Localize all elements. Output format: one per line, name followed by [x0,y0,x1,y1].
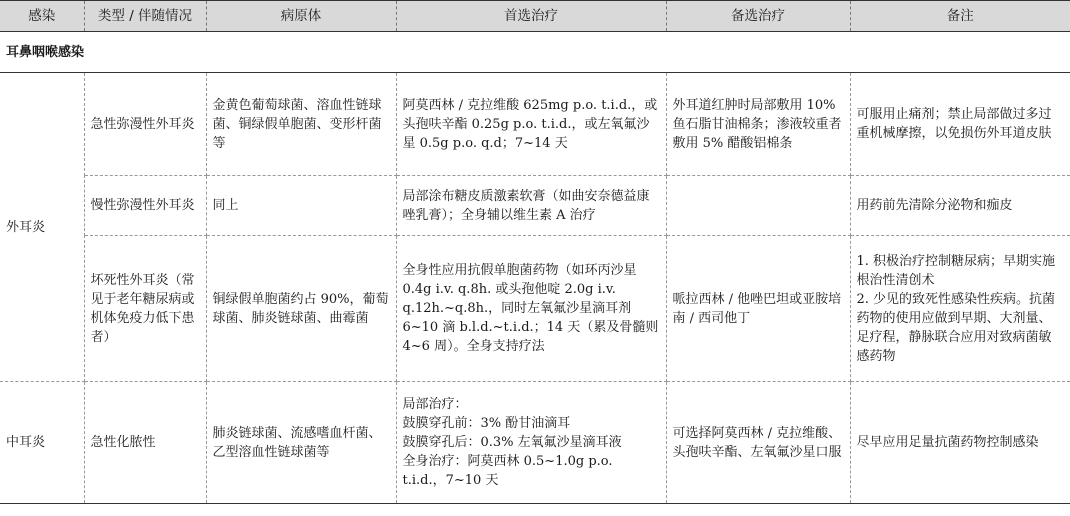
notes-cell: 尽早应用足量抗菌药物控制感染 [850,382,1070,504]
header-notes: 备注 [850,1,1070,32]
notes-cell: 用药前先清除分泌物和痂皮 [850,176,1070,236]
header-alternative: 备选治疗 [666,1,850,32]
type-cell: 慢性弥漫性外耳炎 [84,176,206,236]
header-row [0,1,1070,32]
header-first-choice: 首选治疗 [396,1,666,32]
header-type: 类型 / 伴随情况 [84,1,206,32]
first-choice-cell: 阿莫西林 / 克拉维酸 625mg p.o. t.i.d.，或头孢呋辛酯 0.25g p.o. t.i.d.，或左氧氟沙星 0.5g p.o. q.d；7~14 天 [396,73,666,176]
first-choice-cell: 全身性应用抗假单胞菌药物（如环丙沙星 0.4g i.v. q.8h. 或头孢他啶 2.0g i.v. q.12h.~q.8h.，同时左氧氟沙星滴耳剂 6~10 滴 b.l.d.~t.i.d.；14 天（累及骨髓则 4~6 周）。全身支持疗法 [396,236,666,382]
pathogen-cell: 铜绿假单胞菌约占 90%，葡萄球菌、肺炎链球菌、曲霉菌 [206,236,396,382]
header-infection: 感染 [0,1,84,32]
alternative-cell: 外耳道红肿时局部敷用 10% 鱼石脂甘油棉条；渗液较重者敷用 5% 醋酸铝棉条 [666,73,850,176]
first-choice-cell: 局部治疗： 鼓膜穿孔前：3% 酚甘油滴耳 鼓膜穿孔后：0.3% 左氧氟沙星滴耳液 全身治疗：阿莫西林 0.5~1.0g p.o. t.i.d.，7~10 天 [396,382,666,504]
header-pathogen: 病原体 [206,1,396,32]
infection-cell: 中耳炎 [0,382,84,504]
alternative-cell: 哌拉西林 / 他唑巴坦或亚胺培南 / 西司他丁 [666,236,850,382]
alternative-cell: 可选择阿莫西林 / 克拉维酸、头孢呋辛酯、左氧氟沙星口服 [666,382,850,504]
pathogen-cell: 金黄色葡萄球菌、溶血性链球菌、铜绿假单胞菌、变形杆菌等 [206,73,396,176]
section-row [0,32,1070,73]
table-row [0,73,1070,176]
infection-cell: 外耳炎 [0,73,84,382]
first-choice-cell: 局部涂布糖皮质激素软膏（如曲安奈德益康唑乳膏）；全身辅以维生素 A 治疗 [396,176,666,236]
type-cell: 急性化脓性 [84,382,206,504]
pathogen-cell: 肺炎链球菌、流感嗜血杆菌、乙型溶血性链球菌等 [206,382,396,504]
section-title: 耳鼻咽喉感染 [0,32,1070,73]
pathogen-cell: 同上 [206,176,396,236]
notes-cell: 1. 积极治疗控制糖尿病；早期实施根治性清创术 2. 少见的致死性感染性疾病。抗菌药物的使用应做到早期、大剂量、足疗程，静脉联合应用对致病菌敏感药物 [850,236,1070,382]
table-row [0,176,1070,236]
table-row [0,382,1070,504]
type-cell: 坏死性外耳炎（常见于老年糖尿病或机体免疫力低下患者） [84,236,206,382]
table-row [0,236,1070,382]
alternative-cell [666,176,850,236]
notes-cell: 可服用止痛剂；禁止局部做过多过重机械摩擦，以免损伤外耳道皮肤 [850,73,1070,176]
type-cell: 急性弥漫性外耳炎 [84,73,206,176]
